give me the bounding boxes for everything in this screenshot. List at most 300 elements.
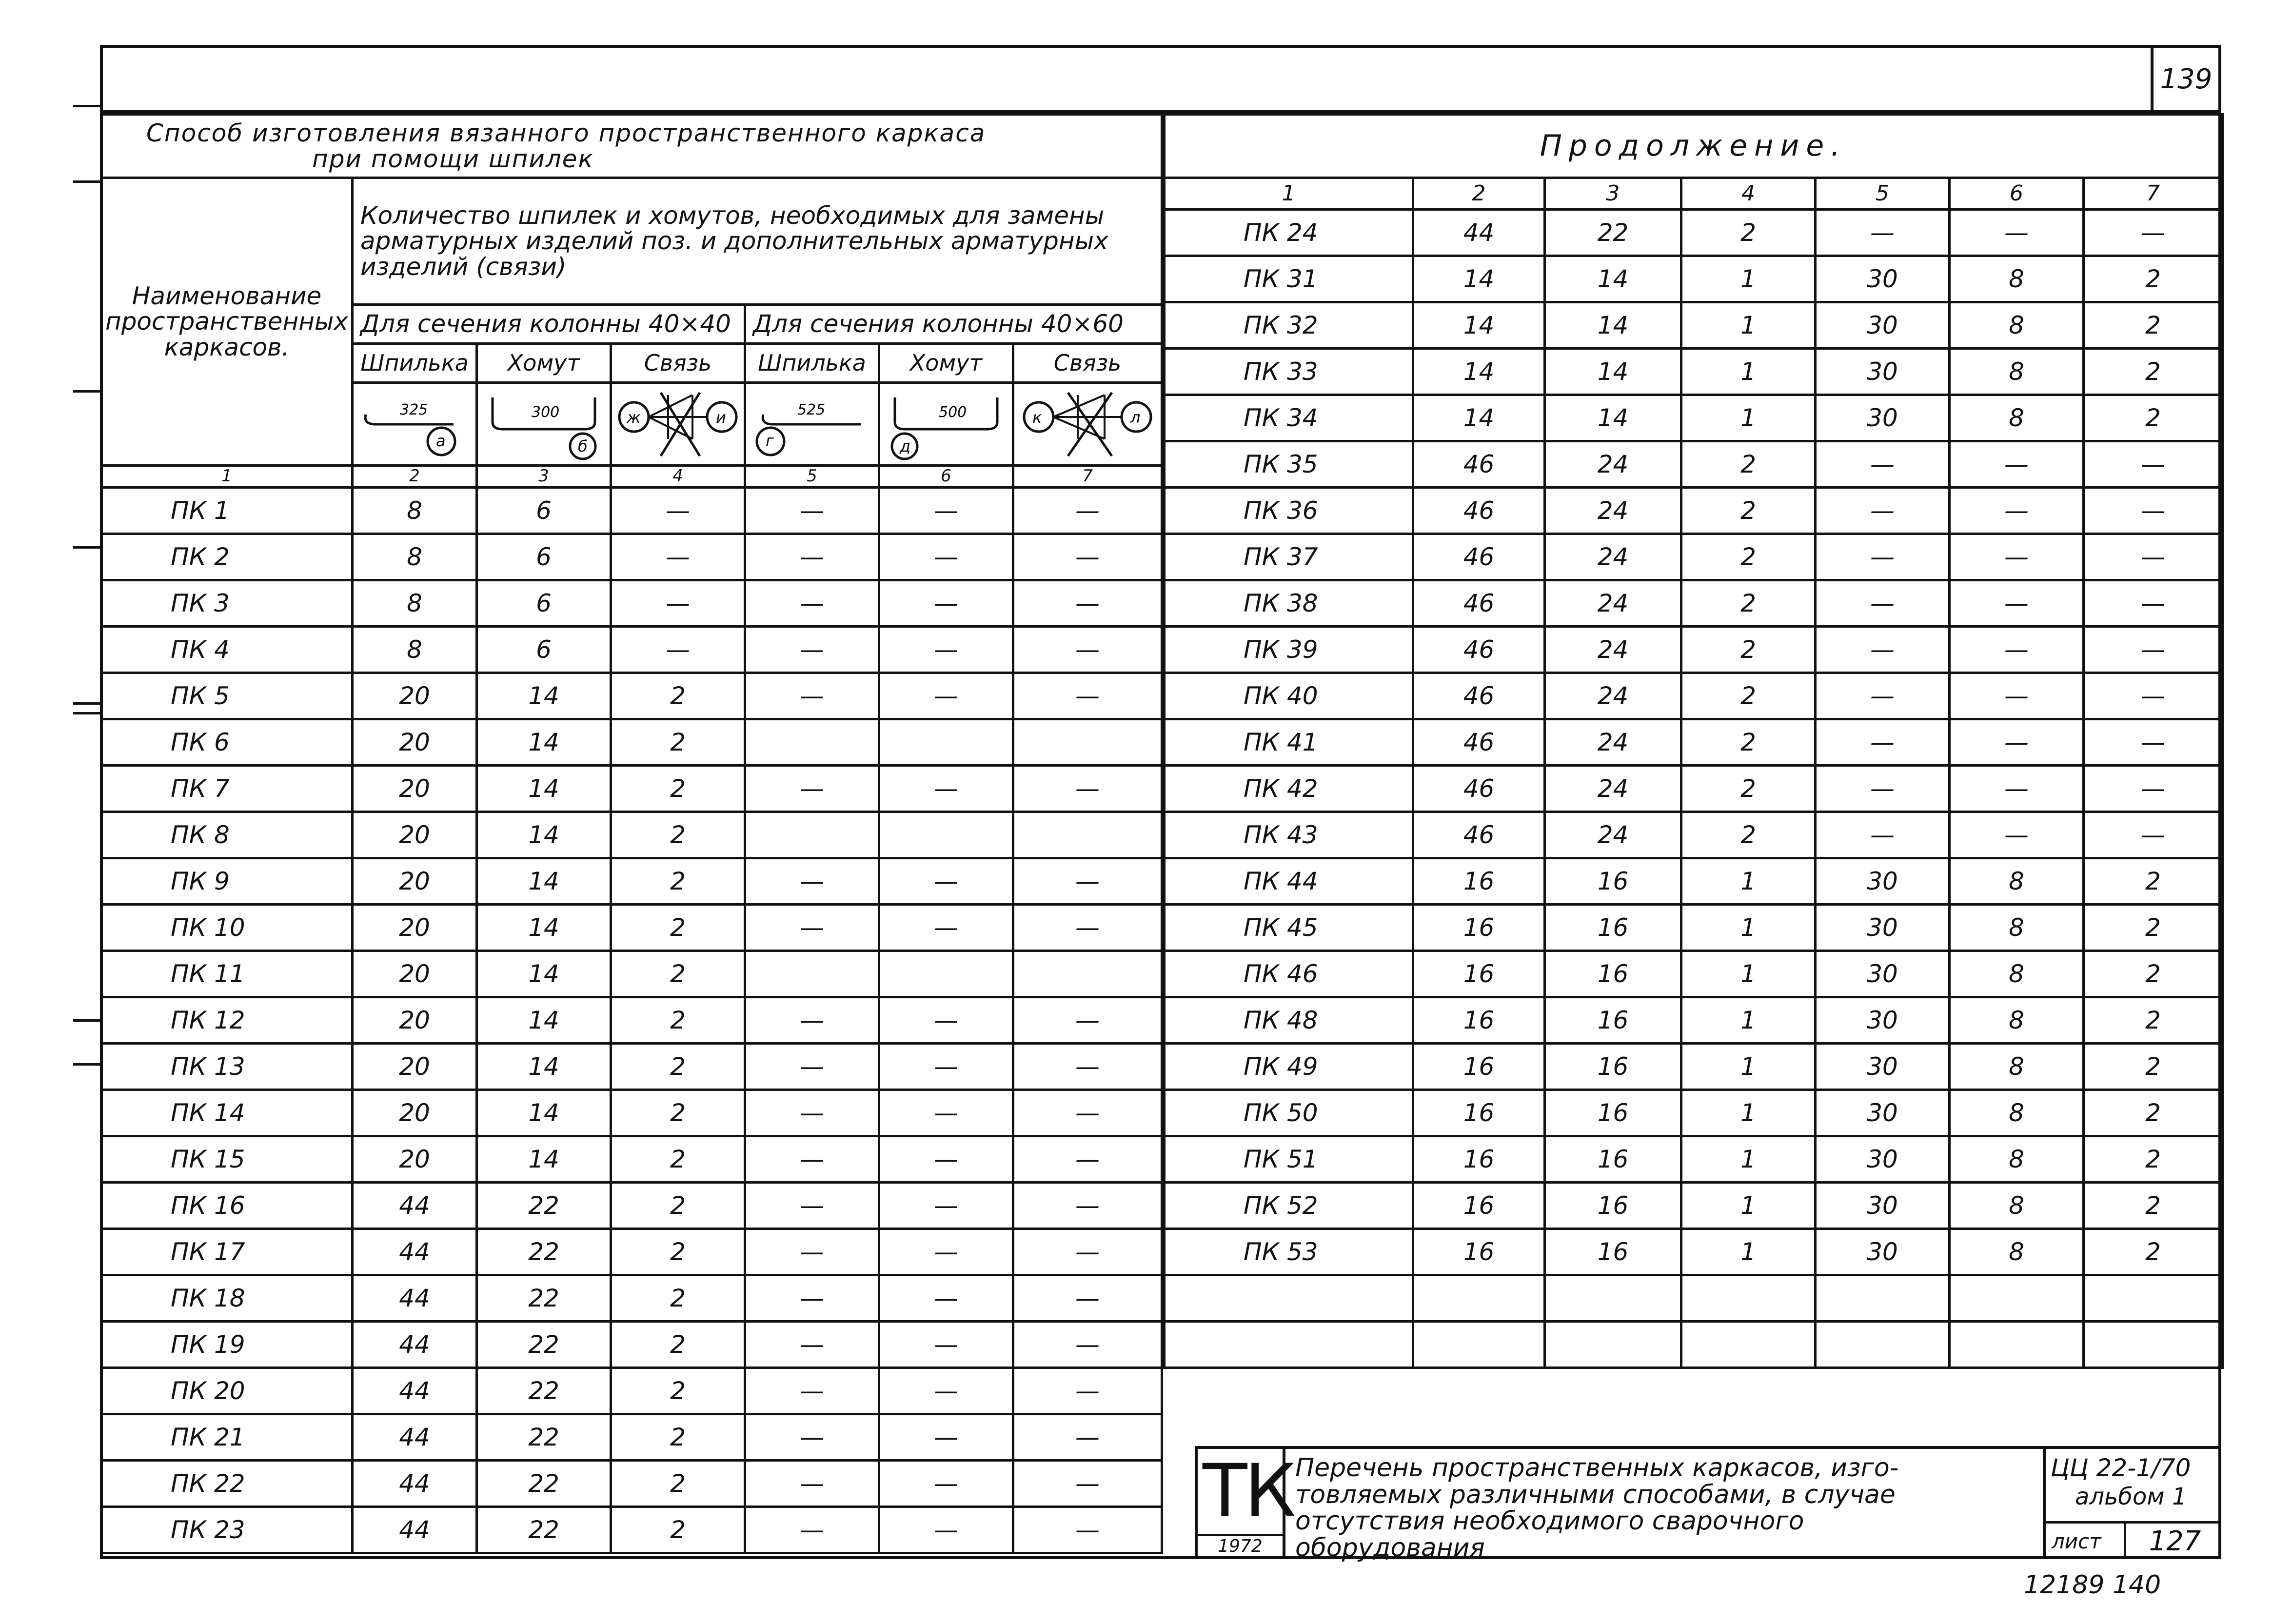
frame-name: ПК 10 (101, 905, 353, 951)
table-cell: — (1950, 210, 2084, 256)
sketch-a-dim: 325 (400, 401, 428, 418)
table-row (1165, 349, 2223, 395)
table-row (1165, 1275, 2223, 1322)
table-cell: 1 (1681, 997, 1816, 1044)
table-cell: 30 (1816, 1044, 1950, 1090)
table-cell: 24 (1545, 673, 1681, 719)
table-cell: — (1950, 534, 2084, 580)
table-cell: 20 (353, 997, 477, 1044)
table-cell: 44 (353, 1461, 477, 1507)
table-cell: 2 (611, 673, 745, 719)
frame-name: ПК 24 (1165, 210, 1413, 256)
table-cell: — (879, 1368, 1013, 1414)
table-row (1165, 580, 2223, 627)
table-cell (1816, 1322, 1950, 1368)
table-row (1165, 534, 2223, 580)
table-cell: 16 (1545, 905, 1681, 951)
table-cell: 2 (1681, 210, 1816, 256)
table-row (101, 1183, 1162, 1229)
table-cell: — (879, 1136, 1013, 1183)
frame-name: ПК 16 (101, 1183, 353, 1229)
archive-number: 12189 140 (2024, 1570, 2161, 1600)
table-row (101, 719, 1162, 766)
frame-name: ПК 35 (1165, 441, 1413, 488)
series-code: ЦЦ 22-1/70 (2051, 1454, 2191, 1482)
table-cell: 8 (353, 627, 477, 673)
table-cell: 2 (611, 766, 745, 812)
table-cell: — (611, 627, 745, 673)
table-cell: — (1816, 627, 1950, 673)
sketch-e-dim: 500 (939, 403, 967, 421)
frame-name: ПК 19 (101, 1322, 353, 1368)
table-cell: 46 (1413, 627, 1545, 673)
sheet-value: 127 (2124, 1524, 2224, 1559)
table-row (1165, 488, 2223, 534)
table-cell (745, 719, 879, 766)
table-cell: 8 (1950, 951, 2084, 997)
table-row (1165, 1090, 2223, 1136)
table-cell: 14 (477, 1090, 611, 1136)
table-cell: 8 (353, 580, 477, 627)
frame-name: ПК 36 (1165, 488, 1413, 534)
album-label: альбом 1 (2075, 1483, 2187, 1510)
table-row (1165, 673, 2223, 719)
col-label: Хомут (879, 344, 1013, 383)
col-number: 7 (2084, 178, 2223, 210)
table-cell: 46 (1413, 673, 1545, 719)
table-cell: 24 (1545, 812, 1681, 858)
table-cell: — (1013, 1368, 1162, 1414)
table-row (1165, 441, 2223, 488)
table-cell: 14 (1413, 302, 1545, 349)
table-cell: 8 (1950, 905, 2084, 951)
sheet-label: лист (2052, 1529, 2101, 1553)
table-cell: 30 (1816, 997, 1950, 1044)
table-cell: 14 (477, 812, 611, 858)
table-cell: 24 (1545, 766, 1681, 812)
table-cell: 2 (611, 1368, 745, 1414)
table-cell: — (2084, 673, 2223, 719)
table-cell: 2 (2084, 395, 2223, 441)
table-cell: 2 (1681, 580, 1816, 627)
title-block (1195, 1446, 2221, 1563)
table-cell: 22 (477, 1461, 611, 1507)
table-cell: 16 (1413, 1090, 1545, 1136)
table-cell: 1 (1681, 951, 1816, 997)
table-cell: 22 (1545, 210, 1681, 256)
table-cell: 16 (1545, 1136, 1681, 1183)
table-cell: — (1013, 488, 1162, 534)
table-cell: 1 (1681, 302, 1816, 349)
table-cell: 2 (611, 951, 745, 997)
table-cell (1950, 1275, 2084, 1322)
frame-name: ПК 18 (101, 1275, 353, 1322)
table-row (1165, 1229, 2223, 1275)
table-cell: 2 (611, 812, 745, 858)
frame-name: ПК 45 (1165, 905, 1413, 951)
table-cell: — (1950, 812, 2084, 858)
table-cell: — (1950, 719, 2084, 766)
tk-letters: ТК (1203, 1449, 1294, 1534)
frame-name: ПК 31 (1165, 256, 1413, 302)
table-cell: — (1816, 673, 1950, 719)
frame-name (1165, 1322, 1413, 1368)
table-row (1165, 766, 2223, 812)
table-cell: 1 (1681, 395, 1816, 441)
table-cell: — (2084, 210, 2223, 256)
table-cell: — (879, 673, 1013, 719)
table-cell: — (879, 1044, 1013, 1090)
table-cell: 2 (611, 1461, 745, 1507)
table-cell: — (745, 1044, 879, 1090)
sketch-e-mark: д (900, 436, 911, 456)
table-cell: — (2084, 534, 2223, 580)
table-cell (1681, 1322, 1816, 1368)
frame-name: ПК 9 (101, 858, 353, 905)
table-row (101, 997, 1162, 1044)
frame-name: ПК 50 (1165, 1090, 1413, 1136)
table-cell: — (1013, 905, 1162, 951)
table-cell: 2 (611, 1507, 745, 1553)
col-label: Связь (611, 344, 745, 383)
table-row (1165, 951, 2223, 997)
table-cell: 1 (1681, 349, 1816, 395)
table-row (1165, 1044, 2223, 1090)
table-cell: — (879, 1322, 1013, 1368)
table-cell: — (745, 1368, 879, 1414)
table-cell: 2 (2084, 997, 2223, 1044)
table-row (101, 1044, 1162, 1090)
table-cell: 2 (1681, 627, 1816, 673)
frame-name: ПК 49 (1165, 1044, 1413, 1090)
table-cell: 14 (477, 766, 611, 812)
sketch-stirrup-b (477, 383, 611, 466)
table-cell: 2 (1681, 441, 1816, 488)
frame-name: ПК 1 (101, 488, 353, 534)
table-cell: 30 (1816, 1229, 1950, 1275)
table-cell: 16 (1545, 951, 1681, 997)
table-cell: 2 (611, 1090, 745, 1136)
table-cell: 30 (1816, 858, 1950, 905)
table-cell: 16 (1413, 1136, 1545, 1183)
table-cell: 30 (1816, 256, 1950, 302)
col-number: 3 (1545, 178, 1681, 210)
table-cell: — (745, 766, 879, 812)
table-row (1165, 395, 2223, 441)
table-cell: 46 (1413, 719, 1545, 766)
table-cell: 2 (1681, 719, 1816, 766)
table-cell: 2 (1681, 812, 1816, 858)
frame-name: ПК 53 (1165, 1229, 1413, 1275)
table-cell: 24 (1545, 627, 1681, 673)
table-cell: — (1013, 1461, 1162, 1507)
left-title: Способ изготовления вязанного пространственного каркаса при помощи шпилек (101, 115, 1162, 178)
table-cell: — (1816, 766, 1950, 812)
frame-name: ПК 41 (1165, 719, 1413, 766)
table-cell: 1 (1681, 1044, 1816, 1090)
table-cell: 16 (1413, 1183, 1545, 1229)
table-cell: 46 (1413, 534, 1545, 580)
col-label: Хомут (477, 344, 611, 383)
table-cell: — (1013, 1090, 1162, 1136)
table-cell: 14 (477, 858, 611, 905)
table-cell: 2 (2084, 1229, 2223, 1275)
table-cell: — (1013, 1136, 1162, 1183)
table-cell (1013, 719, 1162, 766)
table-cell: 20 (353, 812, 477, 858)
table-cell (1545, 1322, 1681, 1368)
frame-name: ПК 5 (101, 673, 353, 719)
table-cell: 2 (2084, 1044, 2223, 1090)
table-cell: — (879, 1090, 1013, 1136)
table-cell: 2 (2084, 302, 2223, 349)
table-cell: 2 (611, 1414, 745, 1461)
table-cell: 2 (611, 1044, 745, 1090)
table-cell: 20 (353, 766, 477, 812)
table-cell: — (879, 1414, 1013, 1461)
table-cell: — (1816, 441, 1950, 488)
table-cell: 14 (1413, 395, 1545, 441)
table-cell: — (745, 534, 879, 580)
section-40x40: Для сечения колонны 40×40 (353, 305, 745, 344)
table-cell: 2 (611, 719, 745, 766)
qty-header: Количество шпилек и хомутов, необходимых для замены арматурных изделий поз. и дополнительных арматурных изделий (связи) (353, 178, 1162, 305)
table-cell: 22 (477, 1414, 611, 1461)
table-cell: — (1816, 210, 1950, 256)
table-cell: 8 (1950, 256, 2084, 302)
table-cell: — (745, 858, 879, 905)
sketch-c-mark2: и (716, 408, 726, 427)
table-cell: 20 (353, 905, 477, 951)
table-cell: 30 (1816, 302, 1950, 349)
table-cell: 8 (1950, 997, 2084, 1044)
table-cell: 44 (353, 1275, 477, 1322)
table-row (101, 1136, 1162, 1183)
table-cell: 6 (477, 627, 611, 673)
table-cell: 20 (353, 1090, 477, 1136)
sketch-c-mark1: ж (627, 408, 641, 427)
frame-name: ПК 15 (101, 1136, 353, 1183)
sketch-b-mark: б (578, 436, 588, 456)
sketch-stirrup-d (879, 383, 1013, 466)
col-number: 6 (879, 466, 1013, 488)
table-cell: 20 (353, 858, 477, 905)
table-cell: 2 (2084, 1090, 2223, 1136)
table-cell: 16 (1413, 905, 1545, 951)
table-cell: 46 (1413, 441, 1545, 488)
table-cell: 2 (2084, 349, 2223, 395)
table-cell: 8 (1950, 1183, 2084, 1229)
table-cell: 16 (1545, 997, 1681, 1044)
table-cell: — (879, 627, 1013, 673)
table-row (101, 1414, 1162, 1461)
table-cell: — (879, 1507, 1013, 1553)
table-row (101, 534, 1162, 580)
table-row (1165, 627, 2223, 673)
col-number: 1 (101, 466, 353, 488)
table-row (101, 1229, 1162, 1275)
title-line3: отсутствия необходимого сварочного оборудования (1295, 1506, 1804, 1563)
table-cell: 44 (353, 1183, 477, 1229)
table-cell: — (745, 1414, 879, 1461)
sketch-tie-f (1013, 383, 1162, 466)
frame-name: ПК 13 (101, 1044, 353, 1090)
col-label: Шпилька (353, 344, 477, 383)
table-cell: 20 (353, 673, 477, 719)
sketch-f-mark1: к (1032, 408, 1042, 427)
table-cell: 14 (477, 905, 611, 951)
table-row (1165, 1136, 2223, 1183)
table-cell: — (1013, 627, 1162, 673)
table-row (1165, 719, 2223, 766)
table-cell: — (2084, 766, 2223, 812)
frame-name: ПК 37 (1165, 534, 1413, 580)
table-cell: 2 (611, 1322, 745, 1368)
table-cell: 24 (1545, 580, 1681, 627)
table-cell: 22 (477, 1229, 611, 1275)
table-cell: 46 (1413, 488, 1545, 534)
col-number: 1 (1165, 178, 1413, 210)
frame-name: ПК 22 (101, 1461, 353, 1507)
table-cell (2084, 1275, 2223, 1322)
table-cell: 8 (1950, 1090, 2084, 1136)
table-cell: 30 (1816, 1136, 1950, 1183)
right-title: Продолжение. (1165, 115, 2223, 178)
table-row (101, 1507, 1162, 1553)
table-cell: 24 (1545, 719, 1681, 766)
table-cell: 8 (1950, 349, 2084, 395)
title-line1: Перечень пространственных каркасов, изго- (1295, 1453, 1899, 1483)
table-cell: 30 (1816, 951, 1950, 997)
col-label: Связь (1013, 344, 1162, 383)
table-cell: — (2084, 719, 2223, 766)
table-cell: — (745, 1507, 879, 1553)
table-cell: 30 (1816, 349, 1950, 395)
table-cell: 14 (477, 673, 611, 719)
table-cell: — (879, 1275, 1013, 1322)
table-cell: 24 (1545, 441, 1681, 488)
table-cell: — (879, 1461, 1013, 1507)
table-cell: 2 (2084, 1136, 2223, 1183)
table-cell: 22 (477, 1322, 611, 1368)
table-cell: 22 (477, 1183, 611, 1229)
table-row (101, 766, 1162, 812)
sketch-pin-a (353, 383, 477, 466)
table-cell: — (1013, 858, 1162, 905)
table-cell: 14 (1545, 395, 1681, 441)
table-cell: 44 (353, 1507, 477, 1553)
table-cell: — (1950, 488, 2084, 534)
table-cell: 44 (353, 1229, 477, 1275)
col-number: 7 (1013, 466, 1162, 488)
table-cell: — (745, 1136, 879, 1183)
table-cell: — (879, 858, 1013, 905)
table-cell: — (1013, 1183, 1162, 1229)
table-cell: 16 (1413, 1044, 1545, 1090)
table-cell: — (745, 1275, 879, 1322)
table-cell: 16 (1413, 997, 1545, 1044)
sketch-tie-c (611, 383, 745, 466)
table-cell: — (745, 1322, 879, 1368)
table-cell: — (879, 580, 1013, 627)
table-cell: 2 (2084, 905, 2223, 951)
col-label: Шпилька (745, 344, 879, 383)
table-cell: 24 (1545, 488, 1681, 534)
table-cell: — (1013, 766, 1162, 812)
table-cell: — (611, 488, 745, 534)
table-cell: 1 (1681, 905, 1816, 951)
table-cell: 44 (353, 1414, 477, 1461)
col-number: 4 (1681, 178, 1816, 210)
table-cell: — (1816, 580, 1950, 627)
table-cell: 1 (1681, 256, 1816, 302)
table-row (1165, 302, 2223, 349)
frame-name: ПК 6 (101, 719, 353, 766)
table-cell (1545, 1275, 1681, 1322)
table-cell: 44 (1413, 210, 1545, 256)
table-cell: 1 (1681, 1090, 1816, 1136)
page-number: 139 (2151, 45, 2219, 113)
table-cell: — (879, 488, 1013, 534)
table-cell: 46 (1413, 812, 1545, 858)
table-cell: 2 (611, 1275, 745, 1322)
col-number: 2 (1413, 178, 1545, 210)
table-cell (1013, 951, 1162, 997)
table-cell: — (879, 905, 1013, 951)
table-cell (879, 951, 1013, 997)
table-cell: — (1013, 534, 1162, 580)
section-40x60: Для сечения колонны 40×60 (745, 305, 1162, 344)
tk-logo (1198, 1449, 1294, 1556)
table-cell: — (1950, 580, 2084, 627)
table-cell: 8 (1950, 395, 2084, 441)
frame-name: ПК 51 (1165, 1136, 1413, 1183)
table-row (101, 488, 1162, 534)
table-cell: 6 (477, 488, 611, 534)
table-cell: — (2084, 441, 2223, 488)
table-cell: — (611, 580, 745, 627)
col-number: 4 (611, 466, 745, 488)
frame-name: ПК 8 (101, 812, 353, 858)
table-cell: — (745, 905, 879, 951)
table-cell: — (2084, 627, 2223, 673)
table-cell: — (745, 1090, 879, 1136)
frame-name: ПК 12 (101, 997, 353, 1044)
table-cell: 2 (611, 1229, 745, 1275)
table-cell: 1 (1681, 1183, 1816, 1229)
table-cell: 24 (1545, 534, 1681, 580)
sketch-d-mark: г (766, 431, 774, 450)
table-cell: — (745, 1461, 879, 1507)
table-cell: 30 (1816, 1090, 1950, 1136)
table-row (1165, 858, 2223, 905)
frame-name: ПК 7 (101, 766, 353, 812)
table-cell: 16 (1545, 1183, 1681, 1229)
frame-name: ПК 38 (1165, 580, 1413, 627)
table-cell: — (1013, 1044, 1162, 1090)
col-number: 2 (353, 466, 477, 488)
table-cell: — (1816, 812, 1950, 858)
table-cell: 14 (1545, 302, 1681, 349)
frame-name: ПК 20 (101, 1368, 353, 1414)
table-cell: 16 (1545, 1044, 1681, 1090)
table-row (1165, 1322, 2223, 1368)
table-cell: 2 (1681, 488, 1816, 534)
table-cell: 6 (477, 580, 611, 627)
table-cell: 6 (477, 534, 611, 580)
table-cell (745, 812, 879, 858)
sketch-a-mark: а (436, 431, 446, 450)
